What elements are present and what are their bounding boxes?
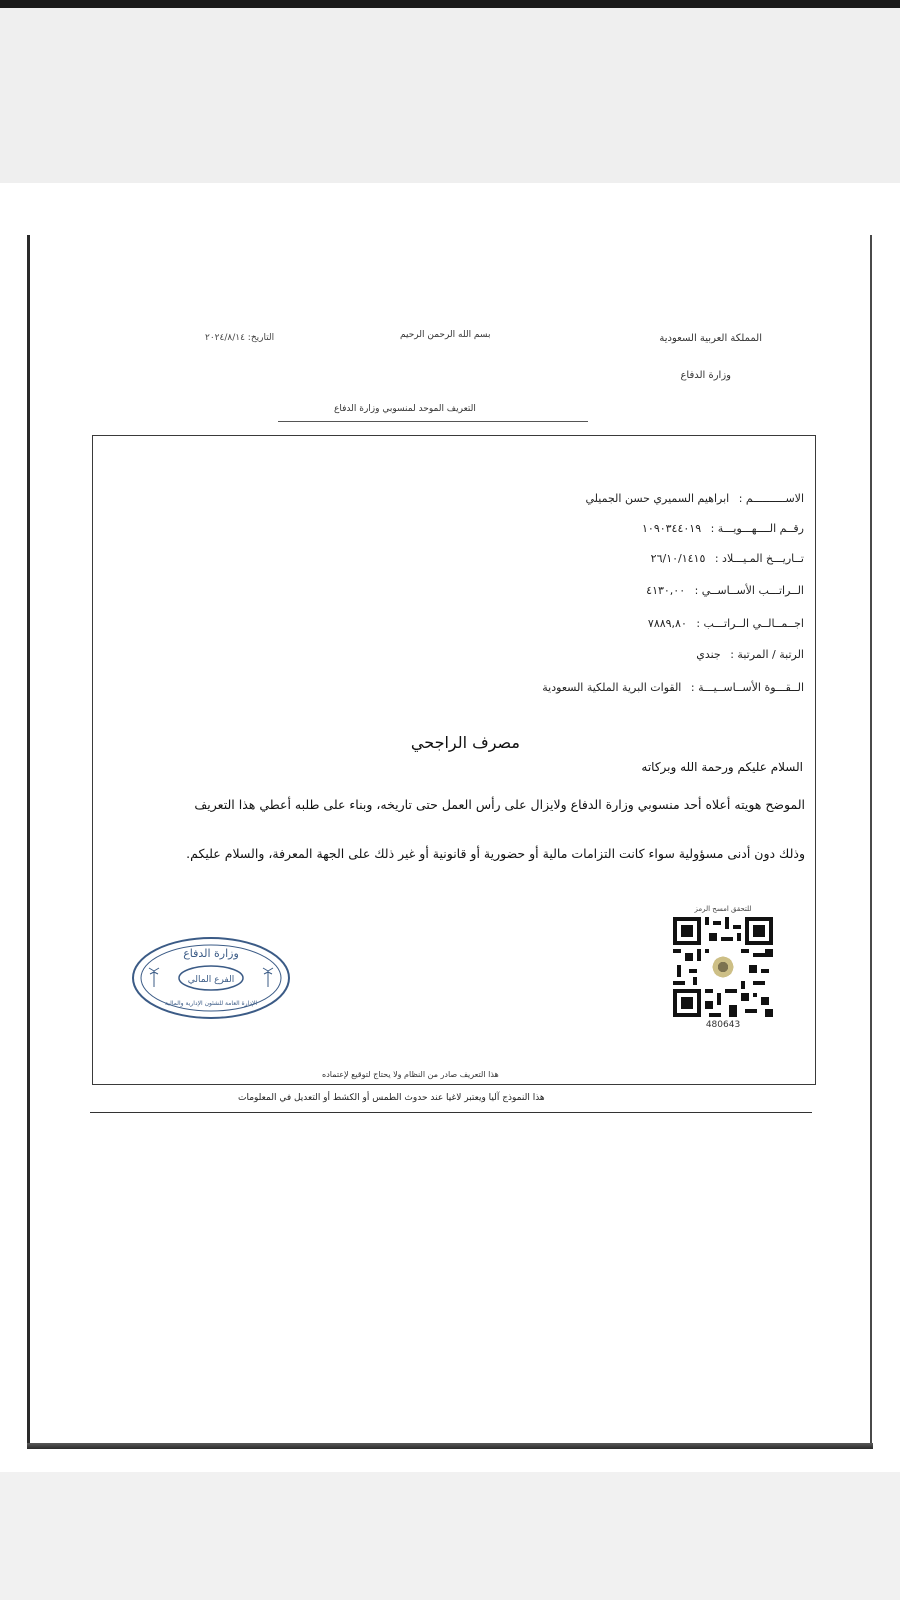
stamp-top-text: وزارة الدفاع xyxy=(183,947,239,960)
country-heading: المملكة العربية السعودية xyxy=(659,333,762,344)
official-stamp xyxy=(130,935,292,1021)
greeting-line: السلام عليكم ورحمة الله وبركاته xyxy=(641,760,803,774)
system-issued-note: هذا التعريف صادر من النظام ولا يحتاج لتوقيع لإعتماده xyxy=(322,1070,499,1079)
date-value: ٢٠٢٤/٨/١٤ xyxy=(205,333,245,343)
field-main-force xyxy=(542,681,804,694)
subject-underline xyxy=(278,421,588,422)
verification-qr-block xyxy=(670,905,776,1030)
field-birth-date xyxy=(651,552,804,565)
footer-divider xyxy=(90,1112,812,1113)
page-right-border xyxy=(870,235,872,1447)
field-value: ١٠٩٠٣٤٤٠١٩ xyxy=(642,522,702,535)
recipient-bank: مصرف الراجحي xyxy=(410,733,520,752)
document-subject: التعريف الموحد لمنسوبي وزارة الدفاع xyxy=(334,404,476,414)
field-label: اجــمــالــي الــراتـــب : xyxy=(696,617,804,630)
field-value: ابراهيم السميري حسن الجميلي xyxy=(585,492,730,505)
field-label: تــاريـــخ المـيـــلاد : xyxy=(714,552,804,565)
field-basic-salary xyxy=(646,584,804,597)
qr-code-icon xyxy=(673,917,773,1017)
page-left-border xyxy=(27,235,30,1447)
qr-caption: للتحقق امسح الرمز xyxy=(694,905,752,913)
field-value: القوات البرية الملكية السعودية xyxy=(542,681,682,694)
top-status-bar xyxy=(0,0,900,8)
date-label: التاريخ: xyxy=(247,333,275,343)
field-value: جندي xyxy=(696,648,721,661)
field-id-number xyxy=(642,522,804,535)
field-label: الــقـــوة الأســاســيـــة : xyxy=(690,681,804,694)
letter-paragraph-line-2: وذلك دون أدنى مسؤولية سواء كانت التزامات مالية أو حضورية أو قانونية أو غير ذلك على الجهة المعرفة، والسلام عليكم. xyxy=(186,846,805,861)
basmala-heading: بسم الله الرحمن الرحيم xyxy=(400,330,491,340)
field-label: رقــم الــــهـــويـــة : xyxy=(710,522,804,535)
qr-code-number: 480643 xyxy=(705,1020,741,1030)
field-name xyxy=(585,492,804,505)
field-total-salary xyxy=(648,617,804,630)
validity-note: هذا النموذج آليا ويعتبر لاغيا عند حدوث الطمس أو الكشط أو التعديل في المعلومات xyxy=(238,1093,545,1103)
document-date xyxy=(205,333,274,343)
viewer-top-margin xyxy=(0,8,900,183)
viewer-bottom-margin xyxy=(0,1472,900,1600)
letter-paragraph-line-1: الموضح هويته أعلاه أحد منسوبي وزارة الدفاع ولايزال على رأس العمل حتى تاريخه، وبناء على طلبه أعطي هذا التعريف xyxy=(194,797,805,812)
field-value: ٧٨٨٩,٨٠ xyxy=(647,617,687,630)
field-value: ٤١٣٠,٠٠ xyxy=(646,584,686,597)
field-rank xyxy=(696,648,804,661)
field-label: الاســــــــــم : xyxy=(738,492,804,505)
stamp-bottom-text: الإدارة العامة للشئون الإدارية والمالية xyxy=(165,1000,257,1007)
field-label: الرتبة / المرتبة : xyxy=(730,648,804,661)
ministry-heading: وزارة الدفاع xyxy=(680,370,731,381)
stamp-center-text: الفرع المالي xyxy=(187,975,235,985)
field-value: ٢٦/١٠/١٤١٥ xyxy=(650,552,706,565)
page-bottom-border xyxy=(27,1443,873,1449)
field-label: الــراتـــب الأســاســي : xyxy=(694,584,804,597)
